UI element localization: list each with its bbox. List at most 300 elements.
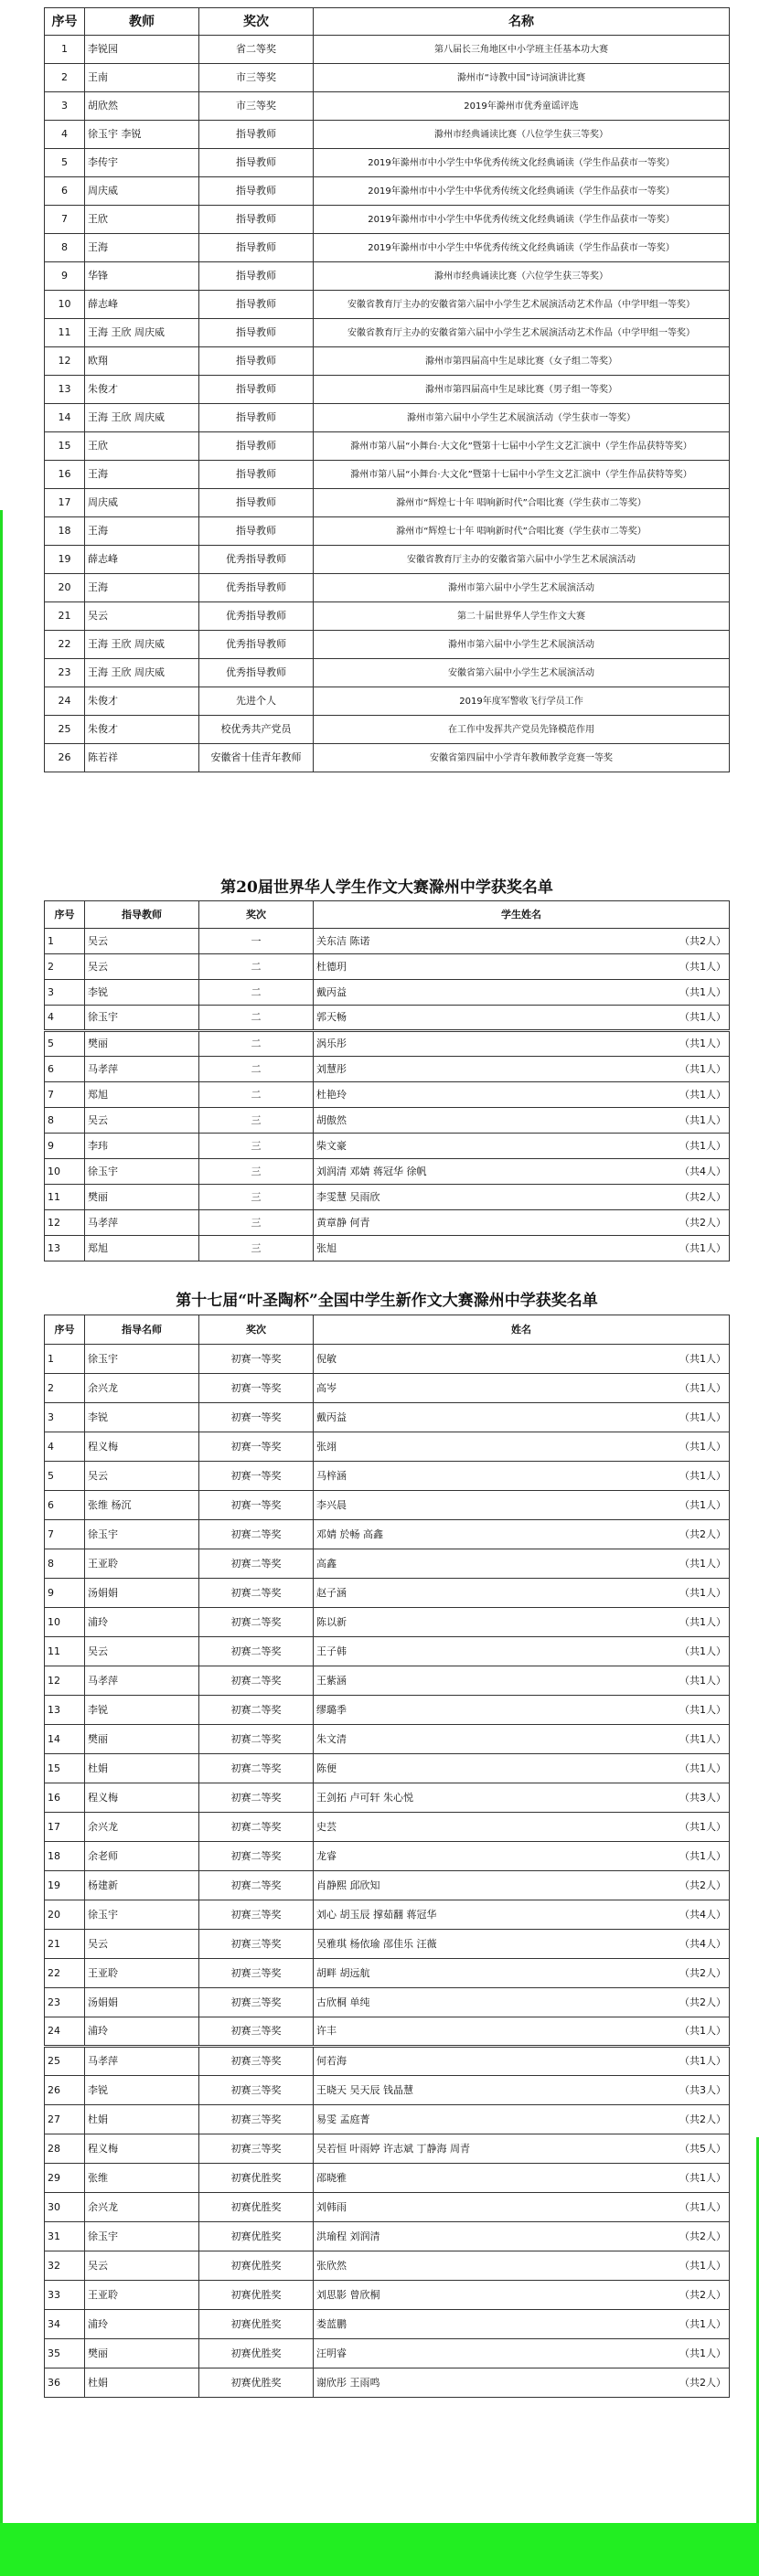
student-names: 谢欣彤 王雨鸣 [316, 2376, 380, 2389]
student-count: （共2人） [679, 1966, 726, 1979]
awards-table-world-chinese-essay [44, 900, 730, 1261]
row-number: 12 [45, 1210, 85, 1236]
award-level: 初赛三等奖 [199, 2105, 314, 2134]
award-name: 滁州市“诗教中国”诗词演讲比赛 [314, 64, 730, 92]
award-level: 一 [199, 929, 314, 954]
award-level: 省二等奖 [199, 36, 314, 64]
header-cell: 序号 [45, 901, 85, 929]
table-row [45, 1959, 730, 1988]
awards-table-yeshengtao-cup [44, 1315, 730, 2398]
student-names-cell [314, 1134, 730, 1159]
student-count: （共1人） [679, 1469, 726, 1482]
student-names: 张翊 [316, 1440, 337, 1453]
student-names-cell [314, 1491, 730, 1520]
award-name: 安徽省第四届中小学青年教师教学竞赛一等奖 [314, 744, 730, 772]
student-names: 许丰 [316, 2025, 337, 2037]
row-number: 9 [45, 262, 85, 291]
student-names-cell [314, 1159, 730, 1185]
award-level: 初赛一等奖 [199, 1345, 314, 1374]
table-row [45, 1813, 730, 1842]
row-number: 19 [45, 546, 85, 574]
table-row [45, 36, 730, 64]
teacher-name: 王海 王欣 周庆威 [85, 404, 199, 432]
award-level: 指导教师 [199, 121, 314, 149]
student-names-cell [314, 2222, 730, 2251]
award-level: 优秀指导教师 [199, 631, 314, 659]
award-level: 初赛优胜奖 [199, 2164, 314, 2193]
student-count: （共3人） [679, 1791, 726, 1804]
student-count: （共1人） [679, 1762, 726, 1774]
teacher-name: 浦玲 [85, 1608, 199, 1637]
row-number: 18 [45, 1842, 85, 1871]
teacher-name: 张维 杨沉 [85, 1491, 199, 1520]
student-names-cell [314, 1108, 730, 1134]
student-names: 杜德玥 [316, 960, 347, 973]
student-names: 陈便 [316, 1762, 337, 1774]
teacher-name: 汤娟娟 [85, 1579, 199, 1608]
award-level: 优秀指导教师 [199, 659, 314, 687]
award-level: 初赛一等奖 [199, 1403, 314, 1432]
teacher-name: 王南 [85, 64, 199, 92]
student-count: （共1人） [679, 1410, 726, 1423]
award-name: 滁州市第六届中小学生艺术展演活动（学生获市一等奖） [314, 404, 730, 432]
student-names-cell [314, 2193, 730, 2222]
student-names-cell [314, 1057, 730, 1082]
student-names: 马梓涵 [316, 1469, 347, 1482]
award-level: 初赛优胜奖 [199, 2368, 314, 2398]
award-level: 指导教师 [199, 517, 314, 546]
table-row [45, 489, 730, 517]
student-names: 朱文清 [316, 1732, 347, 1745]
table-row [45, 177, 730, 206]
student-names-cell [314, 1210, 730, 1236]
table-header-row [45, 901, 730, 929]
row-number: 29 [45, 2164, 85, 2193]
table-row [45, 1108, 730, 1134]
teacher-name: 朱俊才 [85, 376, 199, 404]
table-row [45, 1082, 730, 1108]
teacher-name: 杜娟 [85, 1754, 199, 1783]
teacher-name: 樊丽 [85, 1031, 199, 1057]
student-names: 张旭 [316, 1241, 337, 1254]
row-number: 16 [45, 1783, 85, 1813]
student-count: （共5人） [679, 2142, 726, 2155]
row-number: 4 [45, 1006, 85, 1031]
student-names: 王晓天 吴天辰 钱晶慧 [316, 2083, 413, 2096]
student-count: （共1人） [679, 1062, 726, 1075]
student-count: （共2人） [679, 1190, 726, 1203]
award-level: 初赛优胜奖 [199, 2310, 314, 2339]
teacher-name: 汤娟娟 [85, 1988, 199, 2017]
student-count: （共4人） [679, 1937, 726, 1950]
table-row [45, 149, 730, 177]
table-row [45, 2134, 730, 2164]
table-row [45, 517, 730, 546]
award-level: 指导教师 [199, 489, 314, 517]
student-names-cell [314, 1813, 730, 1842]
award-name: 第八届长三角地区中小学班主任基本功大赛 [314, 36, 730, 64]
student-names: 李雯慧 吴雨欣 [316, 1190, 380, 1203]
award-level: 初赛三等奖 [199, 2017, 314, 2047]
table-row [45, 1185, 730, 1210]
student-names: 吴若恒 叶雨婷 许志斌 丁静海 周青 [316, 2142, 470, 2155]
teacher-name: 浦玲 [85, 2017, 199, 2047]
green-edge-left [0, 510, 3, 2576]
award-name: 滁州市第四届高中生足球比赛（男子组一等奖） [314, 376, 730, 404]
student-names-cell [314, 2105, 730, 2134]
student-names: 黄章静 何青 [316, 1216, 370, 1229]
teacher-name: 王海 王欣 周庆威 [85, 659, 199, 687]
award-level: 初赛二等奖 [199, 1842, 314, 1871]
table-row [45, 206, 730, 234]
student-names: 缪璐季 [316, 1703, 347, 1716]
header-cell: 学生姓名 [314, 901, 730, 929]
row-number: 8 [45, 234, 85, 262]
student-count: （共1人） [679, 1011, 726, 1023]
award-level: 二 [199, 1031, 314, 1057]
teacher-name: 王海 [85, 461, 199, 489]
table-row [45, 92, 730, 121]
teacher-name: 华锋 [85, 262, 199, 291]
student-names-cell [314, 1185, 730, 1210]
award-level: 初赛二等奖 [199, 1696, 314, 1725]
teacher-name: 马孝萍 [85, 1666, 199, 1696]
student-names-cell [314, 1345, 730, 1374]
table-row [45, 1159, 730, 1185]
student-names: 刘慧彤 [316, 1062, 347, 1075]
table-row [45, 1783, 730, 1813]
teacher-name: 程义梅 [85, 2134, 199, 2164]
row-number: 22 [45, 631, 85, 659]
award-level: 三 [199, 1210, 314, 1236]
student-count: （共1人） [679, 1440, 726, 1453]
row-number: 10 [45, 1608, 85, 1637]
student-count: （共1人） [679, 1849, 726, 1862]
teacher-name: 马孝萍 [85, 1057, 199, 1082]
row-number: 7 [45, 1082, 85, 1108]
award-level: 二 [199, 954, 314, 980]
student-count: （共1人） [679, 1038, 726, 1049]
row-number: 9 [45, 1579, 85, 1608]
award-level: 初赛三等奖 [199, 1900, 314, 1930]
award-name: 2019年滁州市中小学生中华优秀传统文化经典诵读（学生作品获市一等奖） [314, 206, 730, 234]
student-names-cell [314, 929, 730, 954]
student-count: （共1人） [679, 2200, 726, 2213]
award-level: 三 [199, 1108, 314, 1134]
table-row [45, 1930, 730, 1959]
row-number: 13 [45, 1696, 85, 1725]
header-cell: 奖次 [199, 1315, 314, 1345]
table-row [45, 1403, 730, 1432]
award-level: 初赛二等奖 [199, 1579, 314, 1608]
row-number: 7 [45, 206, 85, 234]
teacher-name: 朱俊才 [85, 716, 199, 744]
student-names-cell [314, 1031, 730, 1057]
award-level: 指导教师 [199, 432, 314, 461]
teacher-name: 余兴龙 [85, 1813, 199, 1842]
table-row [45, 1549, 730, 1579]
table-row [45, 262, 730, 291]
table-row [45, 1696, 730, 1725]
teacher-name: 王海 [85, 517, 199, 546]
student-names: 陈以新 [316, 1615, 347, 1628]
award-level: 初赛优胜奖 [199, 2222, 314, 2251]
row-number: 14 [45, 1725, 85, 1754]
row-number: 12 [45, 1666, 85, 1696]
table-row [45, 319, 730, 347]
award-level: 初赛三等奖 [199, 2047, 314, 2076]
teacher-name: 徐玉宇 [85, 2222, 199, 2251]
award-name: 2019年滁州市中小学生中华优秀传统文化经典诵读（学生作品获市一等奖） [314, 177, 730, 206]
table-row [45, 954, 730, 980]
teacher-name: 吴云 [85, 1930, 199, 1959]
student-count: （共2人） [679, 1879, 726, 1891]
student-names: 古欣桐 单纯 [316, 1996, 370, 2008]
row-number: 32 [45, 2251, 85, 2281]
award-level: 初赛一等奖 [199, 1432, 314, 1462]
award-name: 2019年滁州市中小学生中华优秀传统文化经典诵读（学生作品获市一等奖） [314, 234, 730, 262]
student-count: （共1人） [679, 1139, 726, 1152]
row-number: 20 [45, 1900, 85, 1930]
table-row [45, 2105, 730, 2134]
student-names: 张欣然 [316, 2259, 347, 2272]
row-number: 24 [45, 2017, 85, 2047]
teacher-name: 徐玉宇 [85, 1345, 199, 1374]
table-row [45, 2281, 730, 2310]
row-number: 17 [45, 1813, 85, 1842]
award-level: 指导教师 [199, 347, 314, 376]
teacher-name: 胡欣然 [85, 92, 199, 121]
table-row [45, 1057, 730, 1082]
student-names-cell [314, 1236, 730, 1261]
student-count: （共1人） [679, 1113, 726, 1126]
student-names-cell [314, 1403, 730, 1432]
teacher-name: 吴云 [85, 2251, 199, 2281]
award-name: 2019年度军警收飞行学员工作 [314, 687, 730, 716]
award-level: 初赛二等奖 [199, 1754, 314, 1783]
award-name: 2019年滁州市中小学生中华优秀传统文化经典诵读（学生作品获市一等奖） [314, 149, 730, 177]
student-names: 刘心 胡玉辰 撑茹翻 蒋冠华 [316, 1908, 437, 1921]
table-row [45, 2339, 730, 2368]
student-names: 刘思影 曾欣桐 [316, 2288, 380, 2301]
row-number: 13 [45, 1236, 85, 1261]
student-names-cell [314, 1930, 730, 1959]
row-number: 5 [45, 1031, 85, 1057]
table-row [45, 1210, 730, 1236]
table-row [45, 1579, 730, 1608]
student-count: （共2人） [679, 2230, 726, 2242]
award-level: 初赛一等奖 [199, 1374, 314, 1403]
row-number: 10 [45, 291, 85, 319]
award-level: 初赛二等奖 [199, 1871, 314, 1900]
section-title-world-chinese-essay: 第20届世界华人学生作文大赛滁州中学获奖名单 [220, 878, 553, 897]
teacher-name: 周庆威 [85, 489, 199, 517]
award-level: 初赛二等奖 [199, 1520, 314, 1549]
student-names: 龙睿 [316, 1849, 337, 1862]
student-count: （共4人） [679, 1908, 726, 1921]
row-number: 2 [45, 954, 85, 980]
table-header-row [45, 1315, 730, 1345]
student-count: （共1人） [679, 2171, 726, 2184]
awards-table-teachers [44, 7, 730, 772]
student-names-cell [314, 2076, 730, 2105]
table-row [45, 1031, 730, 1057]
student-count: （共1人） [679, 2055, 726, 2067]
table-row [45, 291, 730, 319]
award-name: 滁州市第八届“小舞台·大文化”暨第十七届中小学生文艺汇演中（学生作品获特等奖） [314, 461, 730, 489]
award-level: 初赛优胜奖 [199, 2251, 314, 2281]
teacher-name: 徐玉宇 [85, 1006, 199, 1031]
row-number: 11 [45, 1637, 85, 1666]
student-names-cell [314, 2368, 730, 2398]
student-names: 倪敏 [316, 1352, 337, 1365]
teacher-name: 马孝萍 [85, 2047, 199, 2076]
row-number: 13 [45, 376, 85, 404]
student-names: 汪明睿 [316, 2347, 347, 2359]
student-names: 高鑫 [316, 1557, 337, 1570]
teacher-name: 王海 [85, 234, 199, 262]
row-number: 15 [45, 432, 85, 461]
table-row [45, 121, 730, 149]
row-number: 12 [45, 347, 85, 376]
student-count: （共1人） [679, 1645, 726, 1657]
student-names: 王剑拓 卢可轩 朱心悦 [316, 1791, 413, 1804]
student-names-cell [314, 1754, 730, 1783]
student-names: 肖静熙 邱欣知 [316, 1879, 380, 1891]
header-cell: 姓名 [314, 1315, 730, 1345]
award-level: 安徽省十佳青年教师 [199, 744, 314, 772]
student-names: 刘润清 邓婧 蒋冠华 徐帆 [316, 1165, 427, 1177]
student-names: 易雯 孟庭菁 [316, 2113, 370, 2125]
header-cell: 序号 [45, 1315, 85, 1345]
row-number: 19 [45, 1871, 85, 1900]
award-name: 滁州市第八届“小舞台·大文化”暨第十七届中小学生文艺汇演中（学生作品获特等奖） [314, 432, 730, 461]
award-level: 初赛优胜奖 [199, 2193, 314, 2222]
award-level: 优秀指导教师 [199, 546, 314, 574]
award-level: 三 [199, 1134, 314, 1159]
student-names-cell [314, 1959, 730, 1988]
teacher-name: 薛志峰 [85, 546, 199, 574]
student-count: （共2人） [679, 2113, 726, 2125]
row-number: 21 [45, 602, 85, 631]
award-name: 滁州市第六届中小学生艺术展演活动 [314, 574, 730, 602]
teacher-name: 樊丽 [85, 2339, 199, 2368]
teacher-name: 王欣 [85, 432, 199, 461]
student-count: （共1人） [679, 1241, 726, 1254]
row-number: 35 [45, 2339, 85, 2368]
row-number: 1 [45, 929, 85, 954]
award-level: 初赛二等奖 [199, 1783, 314, 1813]
student-names-cell [314, 980, 730, 1006]
row-number: 3 [45, 92, 85, 121]
table-row [45, 2310, 730, 2339]
teacher-name: 吴云 [85, 1637, 199, 1666]
student-names-cell [314, 954, 730, 980]
award-level: 三 [199, 1159, 314, 1185]
award-name: 安徽省教育厅主办的安徽省第六届中小学生艺术展演活动 [314, 546, 730, 574]
student-names: 关东洁 陈诺 [316, 934, 370, 947]
teacher-name: 李传宇 [85, 149, 199, 177]
award-level: 指导教师 [199, 404, 314, 432]
award-level: 市三等奖 [199, 92, 314, 121]
row-number: 20 [45, 574, 85, 602]
student-names-cell [314, 1842, 730, 1871]
teacher-name: 陈若祥 [85, 744, 199, 772]
award-level: 初赛三等奖 [199, 1930, 314, 1959]
row-number: 14 [45, 404, 85, 432]
award-level: 市三等奖 [199, 64, 314, 92]
table-row [45, 2368, 730, 2398]
student-count: （共1人） [679, 1088, 726, 1101]
table-row [45, 602, 730, 631]
award-level: 初赛三等奖 [199, 2076, 314, 2105]
student-names-cell [314, 2251, 730, 2281]
award-name: 滁州市第四届高中生足球比赛（女子组二等奖） [314, 347, 730, 376]
row-number: 5 [45, 1462, 85, 1491]
student-count: （共1人） [679, 1381, 726, 1394]
teacher-name: 程义梅 [85, 1783, 199, 1813]
student-count: （共1人） [679, 2347, 726, 2359]
table-row [45, 716, 730, 744]
student-names-cell [314, 2281, 730, 2310]
student-names: 高岑 [316, 1381, 337, 1394]
teacher-name: 杜娟 [85, 2368, 199, 2398]
row-number: 6 [45, 1491, 85, 1520]
header-cell: 指导教师 [85, 901, 199, 929]
student-names-cell [314, 1637, 730, 1666]
table-row [45, 574, 730, 602]
row-number: 4 [45, 1432, 85, 1462]
section-title-yeshengtao-cup: 第十七届“叶圣陶杯”全国中学生新作文大赛滁州中学获奖名单 [176, 1292, 598, 1310]
table-row [45, 1754, 730, 1783]
teacher-name: 李锐园 [85, 36, 199, 64]
award-level: 指导教师 [199, 234, 314, 262]
table-row [45, 546, 730, 574]
student-names-cell [314, 2310, 730, 2339]
award-level: 初赛优胜奖 [199, 2339, 314, 2368]
award-name: 安徽省教育厅主办的安徽省第六届中小学生艺术展演活动艺术作品（中学甲组一等奖） [314, 319, 730, 347]
student-count: （共1人） [679, 1498, 726, 1511]
award-level: 指导教师 [199, 177, 314, 206]
student-count: （共2人） [679, 2376, 726, 2389]
row-number: 36 [45, 2368, 85, 2398]
row-number: 9 [45, 1134, 85, 1159]
award-name: 在工作中发挥共产党员先锋模范作用 [314, 716, 730, 744]
row-number: 3 [45, 1403, 85, 1432]
row-number: 11 [45, 1185, 85, 1210]
award-level: 初赛二等奖 [199, 1666, 314, 1696]
student-names-cell [314, 1666, 730, 1696]
header-cell: 奖次 [199, 8, 314, 36]
row-number: 26 [45, 2076, 85, 2105]
teacher-name: 马孝萍 [85, 1210, 199, 1236]
table-row [45, 64, 730, 92]
teacher-name: 王海 王欣 周庆威 [85, 631, 199, 659]
table-row [45, 2251, 730, 2281]
award-level: 初赛二等奖 [199, 1813, 314, 1842]
student-count: （共2人） [679, 1996, 726, 2008]
student-names: 洪瑜程 刘润清 [316, 2230, 380, 2242]
award-level: 初赛一等奖 [199, 1491, 314, 1520]
row-number: 3 [45, 980, 85, 1006]
student-names: 涡乐彤 [316, 1038, 347, 1049]
student-names: 王紫涵 [316, 1674, 347, 1687]
table-row [45, 2017, 730, 2047]
row-number: 21 [45, 1930, 85, 1959]
student-count: （共1人） [679, 985, 726, 998]
student-count: （共1人） [679, 1732, 726, 1745]
teacher-name: 杨建新 [85, 1871, 199, 1900]
